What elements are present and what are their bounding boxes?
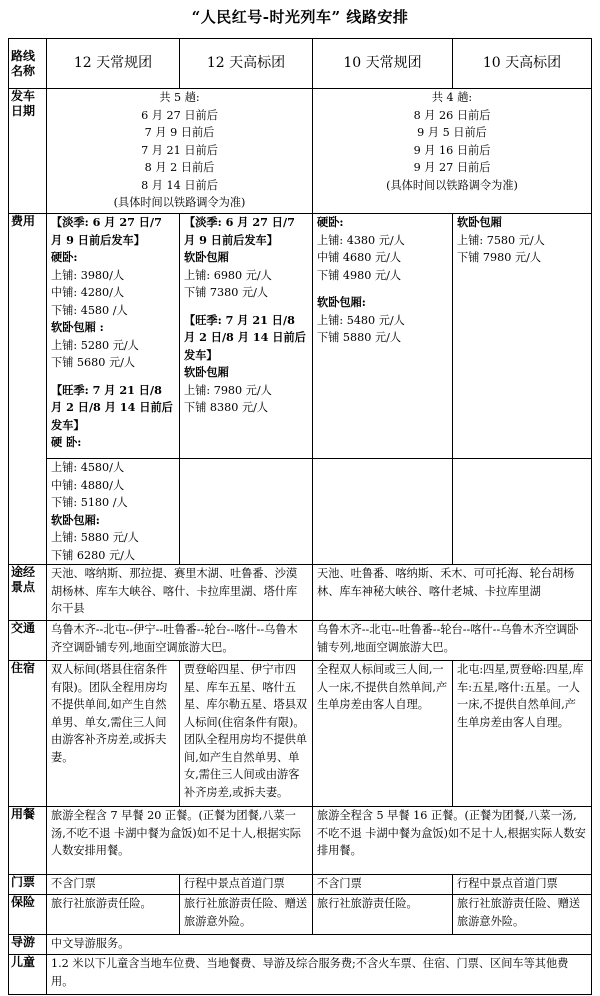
hard-sleeper-label: 硬 卧: (51, 435, 82, 449)
itinerary-table (8, 38, 592, 995)
lodging-12-premium: 贾登峪四星、伊宁市四星、库车五星、喀什五星、库尔勒五星、塔县双人标间(住宿条件有限)。团队全程用房均不提供单间,如产生自然单男、单女,需住三人间或由游客补齐房差,或拆夫妻。 (180, 661, 313, 807)
departure-12-date: 8 月 14 日前后 (141, 178, 218, 192)
soft-sleeper-label: 软卧包厢: (51, 512, 100, 527)
col-12-regular: 12 天常规团 (47, 39, 180, 89)
tickets-12-premium: 行程中景点首道门票 (180, 875, 313, 895)
lodging-10-premium: 北屯:四星,贾登峪:四星,库车:五星,喀什:五星。一人一床,不提供自然单间,产生单房差由客人自理。 (453, 661, 592, 807)
tickets-row (9, 875, 592, 895)
guide-text: 中文导游服务。 (47, 935, 592, 955)
high-season-label: 【旺季: 7 月 21 日/8 月 2 日/8 月 14 日前后发车】 (51, 382, 173, 432)
meals-10: 旅游全程含 5 早餐 16 正餐。(正餐为团餐,八菜一汤,不吃不退 卡湖中餐为盒饭)如不足十人,根据实际人数安排用餐。 (313, 807, 592, 875)
fee-12-premium (180, 214, 313, 459)
price-line: 下铺 5880 元/人 (317, 331, 402, 344)
price-line: 下铺 7380 元/人 (184, 286, 269, 299)
price-line: 上铺: 5880 元/人 (51, 531, 139, 544)
soft-sleeper-label: 软卧包厢 : (51, 320, 104, 334)
spots-12: 天池、喀纳斯、那拉提、赛里木湖、吐鲁番、沙漠胡杨林、库车大峡谷、喀什、卡拉库里湖、塔什库尔干县 (47, 565, 313, 621)
departure-10 (313, 89, 592, 214)
fee-label: 费用 (9, 214, 47, 565)
soft-sleeper-label: 软卧包厢 (184, 250, 229, 264)
insurance-label: 保险 (9, 895, 47, 935)
soft-sleeper-label: 软卧包厢 (184, 365, 229, 379)
price-line: 下铺 6280 元/人 (51, 548, 136, 562)
departure-label: 发车日期 (9, 89, 47, 214)
departure-10-date: 9 月 27 日前后 (413, 161, 491, 174)
price-line: 下铺 5680 元/人 (51, 356, 136, 369)
col-12-premium: 12 天高标团 (180, 39, 313, 89)
departure-10-date: 8 月 26 日前后 (413, 108, 491, 122)
children-text: 1.2 米以下儿童含当地车位费、当地餐费、导游及综合服务费;不含火车票、住宿、门票、区间车等其他费用。 (47, 955, 592, 995)
fee-row-continued (9, 459, 592, 565)
empty-cell (180, 459, 313, 565)
departure-12-date: 7 月 21 日前后 (141, 143, 218, 157)
tickets-10-premium: 行程中景点首道门票 (453, 875, 592, 895)
price-line: 中铺: 4280/人 (51, 286, 125, 299)
insurance-12-premium: 旅行社旅游责任险、赠送旅游意外险。 (180, 895, 313, 935)
tickets-label: 门票 (9, 875, 47, 895)
soft-sleeper-label: 软卧包厢 (457, 215, 502, 229)
departure-10-date: 9 月 5 日前后 (417, 126, 487, 139)
fee-10-premium (453, 214, 592, 459)
departure-12-note: (具体时间以铁路调令为准) (113, 196, 246, 209)
tickets-12-regular: 不含门票 (47, 875, 180, 895)
price-line: 上铺: 5280 元/人 (51, 338, 139, 352)
fee-row (9, 214, 592, 459)
spots-row (9, 565, 592, 621)
page-title: “人民红号-时光列车” 线路安排 (191, 8, 409, 26)
low-season-label: 【淡季: 6 月 27 日/7 月 9 日前后发车】 (184, 215, 295, 247)
price-line: 中铺 4680 元/人 (317, 251, 402, 264)
fee-12-regular-continued (47, 459, 180, 565)
price-line: 下铺: 5180 /人 (51, 496, 128, 509)
price-line: 上铺: 5480 元/人 (317, 313, 405, 327)
lodging-label: 住宿 (9, 661, 47, 807)
meals-label: 用餐 (9, 807, 47, 875)
lodging-10-regular: 全程双人标间或三人间,一人一床,不提供自然单间,产生单房差由客人自理。 (313, 661, 453, 807)
insurance-row (9, 895, 592, 935)
departure-10-date: 9 月 16 日前后 (413, 143, 491, 157)
fee-10-regular (313, 214, 453, 459)
price-line: 下铺 7980 元/人 (457, 251, 542, 264)
price-line: 上铺: 4580/人 (51, 461, 125, 474)
soft-sleeper-label: 软卧包厢: (317, 295, 366, 309)
departure-10-count: 共 4 趟: (431, 91, 473, 104)
price-line: 下铺 8380 元/人 (184, 401, 269, 414)
lodging-12-regular: 双人标间(塔县住宿条件有限)。团队全程用房均不提供单间,如产生自然单男、单女,需住三人间由游客补齐房差,或拆夫妻。 (47, 661, 180, 807)
price-line: 中铺: 4880/人 (51, 478, 125, 492)
insurance-12-regular: 旅行社旅游责任险。 (47, 895, 180, 935)
departure-12-date: 6 月 27 日前后 (141, 108, 218, 122)
departure-row (9, 89, 592, 214)
insurance-10-premium: 旅行社旅游责任险、赠送旅游意外险。 (453, 895, 592, 935)
low-season-label: 【淡季: 6 月 27 日/7 月 9 日前后发车】 (51, 215, 162, 247)
lodging-row (9, 661, 592, 807)
transport-row (9, 621, 592, 661)
price-line: 下铺 4980 元/人 (317, 268, 402, 282)
guide-label: 导游 (9, 935, 47, 955)
hard-sleeper-label: 硬卧: (51, 250, 78, 264)
empty-cell (453, 459, 592, 565)
col-10-regular: 10 天常规团 (313, 39, 453, 89)
departure-10-note: (具体时间以铁路调令为准) (386, 178, 518, 192)
hard-sleeper-label: 硬卧: (317, 215, 344, 229)
meals-12: 旅游全程含 7 早餐 20 正餐。(正餐为团餐,八菜一汤,不吃不退 卡湖中餐为盒饭)如不足十人,根据实际人数安排用餐。 (47, 807, 313, 875)
fee-12-regular (47, 214, 180, 459)
departure-12-date: 7 月 9 日前后 (144, 126, 215, 139)
departure-12-date: 8 月 2 日前后 (144, 161, 215, 174)
empty-cell (313, 459, 453, 565)
children-row (9, 955, 592, 995)
transport-label: 交通 (9, 621, 47, 661)
col-10-premium: 10 天高标团 (453, 39, 592, 89)
tickets-10-regular: 不含门票 (313, 875, 453, 895)
price-line: 上铺: 4380 元/人 (317, 233, 405, 247)
price-line: 上铺: 3980/人 (51, 268, 125, 282)
departure-12 (47, 89, 313, 214)
departure-12-count: 共 5 趟: (159, 91, 200, 104)
price-line: 下铺: 4580 /人 (51, 303, 128, 317)
guide-row (9, 935, 592, 955)
spots-label: 途经景点 (9, 565, 47, 621)
children-label: 儿童 (9, 955, 47, 995)
header-row (9, 39, 592, 89)
route-label: 路线名称 (9, 39, 47, 89)
spots-10: 天池、吐鲁番、喀纳斯、禾木、可可托海、轮台胡杨林、库车神秘大峡谷、喀什老城、卡拉库里湖 (313, 565, 592, 621)
meals-row (9, 807, 592, 875)
transport-12: 乌鲁木齐--北屯--伊宁--吐鲁番--轮台--喀什--乌鲁木齐空调卧铺专列,地面空调旅游大巴。 (47, 621, 313, 661)
price-line: 上铺: 7580 元/人 (457, 233, 545, 247)
insurance-10-regular: 旅行社旅游责任险。 (313, 895, 453, 935)
price-line: 上铺: 6980 元/人 (184, 268, 272, 282)
price-line: 上铺: 7980 元/人 (184, 383, 272, 397)
transport-10: 乌鲁木齐--北屯--吐鲁番--轮台--喀什--乌鲁木齐空调卧铺专列,地面空调旅游大巴。 (313, 621, 592, 661)
high-season-label: 【旺季: 7 月 21 日/8 月 2 日/8 月 14 日前后发车】 (184, 312, 306, 362)
